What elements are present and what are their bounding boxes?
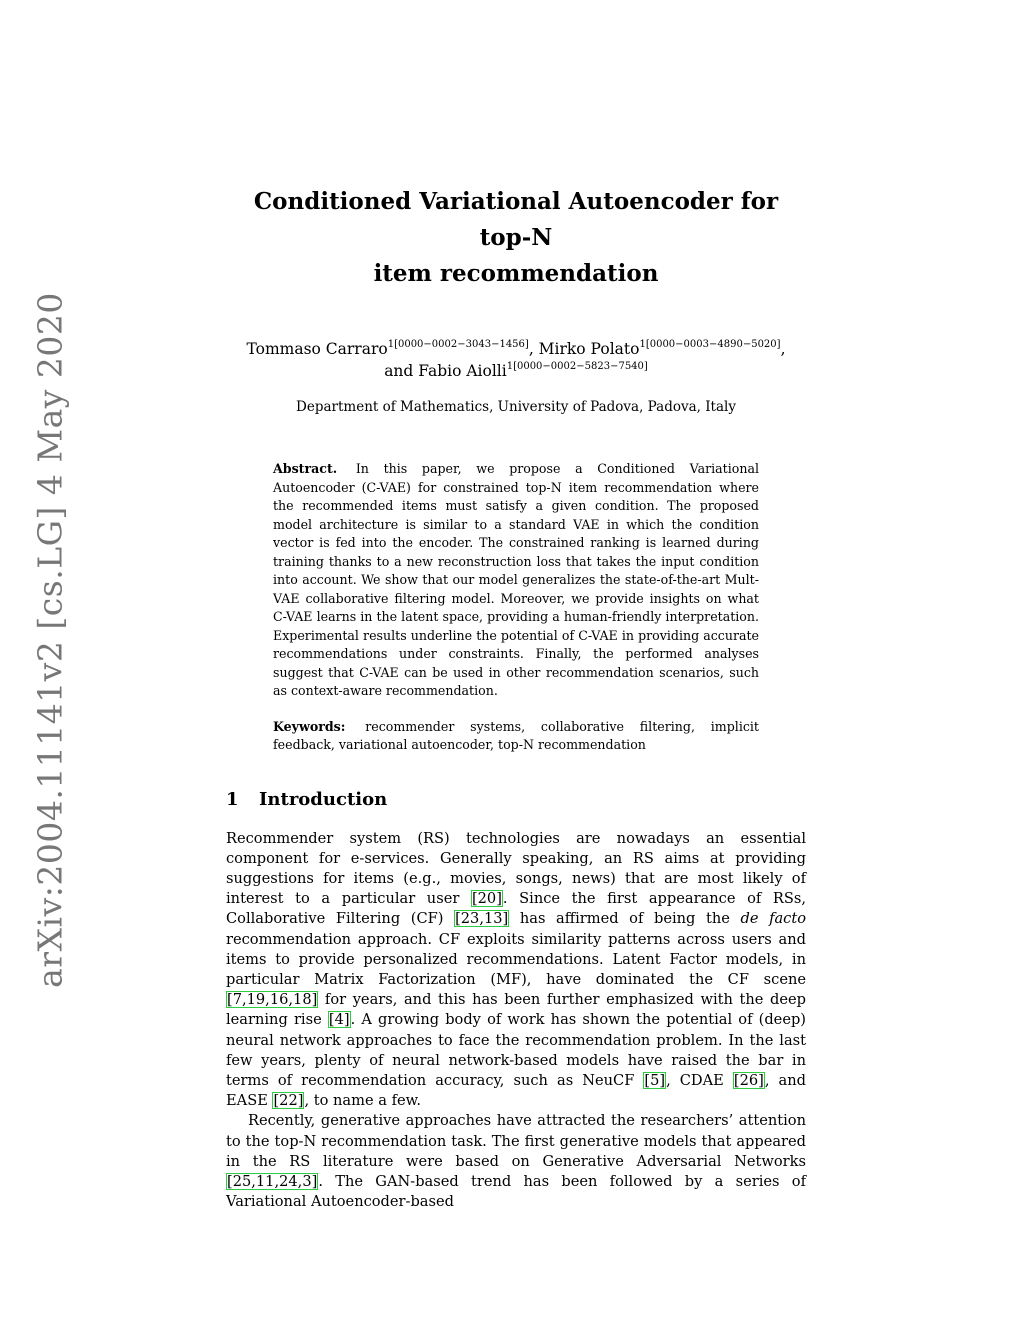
- abstract-label: Abstract.: [273, 461, 338, 476]
- keywords: [273, 718, 759, 755]
- arxiv-identifier: arXiv:2004.11141v2 [cs.LG] 4 May 2020: [30, 292, 70, 988]
- section-number: 1: [226, 788, 239, 810]
- section-heading: [226, 789, 806, 810]
- author-separator: ,: [528, 340, 539, 358]
- text-run: Recently, generative approaches have attracted the researchers’ attention to the top-N recommendation task. The first generative models that appeared in the RS literature were based on Generative Adversarial Networks: [226, 1112, 806, 1170]
- keywords-text: recommender systems, collaborative filtering, implicit feedback, variational autoencoder, top-N recommendation: [273, 718, 759, 752]
- citation-link[interactable]: [22]: [273, 1092, 304, 1110]
- paper-title: [226, 184, 806, 292]
- text-run: , and EASE: [226, 1071, 806, 1110]
- citation-link[interactable]: [5]: [644, 1071, 666, 1089]
- section-title: Introduction: [259, 788, 388, 810]
- emphasis: de facto: [740, 910, 806, 928]
- abstract: [273, 460, 759, 701]
- author-orcid[interactable]: 1[0000−0002−3043−1456]: [387, 339, 529, 350]
- author-line-1: [226, 338, 806, 360]
- text-run: for years, and this has been further emphasized with the deep learning rise: [226, 991, 806, 1029]
- title-line-1: Conditioned Variational Autoencoder for top-N: [253, 188, 779, 251]
- author-list: [226, 338, 806, 382]
- paper-page: [226, 184, 806, 1212]
- keywords-label: Keywords:: [273, 718, 346, 734]
- title-line-2: item recommendation: [373, 260, 659, 287]
- author-name: Tommaso Carraro: [246, 340, 388, 358]
- citation-link[interactable]: [7,19,16,18]: [227, 991, 318, 1009]
- arxiv-sidebar: [20, 292, 80, 988]
- affiliation: Department of Mathematics, University of Padova, Padova, Italy: [296, 399, 736, 415]
- text-run: . A growing body of work has shown the potential of (deep) neural network approaches to face the recommendation problem. In the last few years, plenty of neural network-based models have raised the bar in terms of recommendation accuracy, such as NeuCF: [226, 1011, 806, 1089]
- paragraph: [226, 1111, 806, 1212]
- text-run: recommendation approach. CF exploits similarity patterns across users and items to provide personalized recommendations. Latent Factor models, in particular Matrix Factorization (MF), have dominated the CF scene: [226, 930, 806, 988]
- citation-link[interactable]: [20]: [471, 890, 502, 908]
- abstract-text: In this paper, we propose a Conditioned Variational Autoencoder (C-VAE) for constrained top-N item recommendation where the recommended items must satisfy a given condition. The proposed model architecture is similar to a standard VAE in which the condition vector is fed into the encoder. The constrained ranking is learned during training thanks to a new reconstruction loss that takes the input condition into account. We show that our model generalizes the state-of-the-art Mult-VAE collaborative filtering model. Moreover, we provide insights on what C-VAE learns in the latent space, providing a human-friendly interpretation. Experimental results underline the potential of C-VAE in providing accurate recommendations under constraints. Finally, the performed analyses suggest that C-VAE can be used in other recommendation scenarios, such as context-aware recommendation.: [273, 461, 759, 698]
- text-run: . Since the first appearance of RSs, Collaborative Filtering (CF): [226, 890, 806, 928]
- text-run: has affirmed of being the: [509, 910, 741, 928]
- citation-link[interactable]: [23,13]: [455, 910, 509, 928]
- citation-link[interactable]: [4]: [328, 1011, 350, 1029]
- author-line-2: [226, 360, 806, 382]
- citation-link[interactable]: [25,11,24,3]: [227, 1172, 318, 1190]
- text-run: . The GAN-based trend has been followed by a series of Variational Autoencoder-based: [226, 1172, 806, 1211]
- paragraph: [226, 829, 806, 1112]
- body-text: [226, 829, 806, 1213]
- text-run: , CDAE: [666, 1071, 733, 1089]
- text-run: Recommender system (RS) technologies are nowadays an essential component for e-services. Generally speaking, an RS aims at providing suggestions for items (e.g., movies, songs, news) that are most likely of interest to a particular user: [226, 829, 806, 908]
- author-name: Mirko Polato: [538, 340, 640, 358]
- author-separator: ,: [780, 340, 786, 358]
- citation-link[interactable]: [26]: [733, 1071, 764, 1089]
- text-run: , to name a few.: [304, 1092, 422, 1110]
- author-orcid[interactable]: 1[0000−0002−5823−7540]: [506, 361, 648, 372]
- author-name: and Fabio Aiolli: [384, 362, 507, 380]
- author-orcid[interactable]: 1[0000−0003−4890−5020]: [639, 339, 781, 350]
